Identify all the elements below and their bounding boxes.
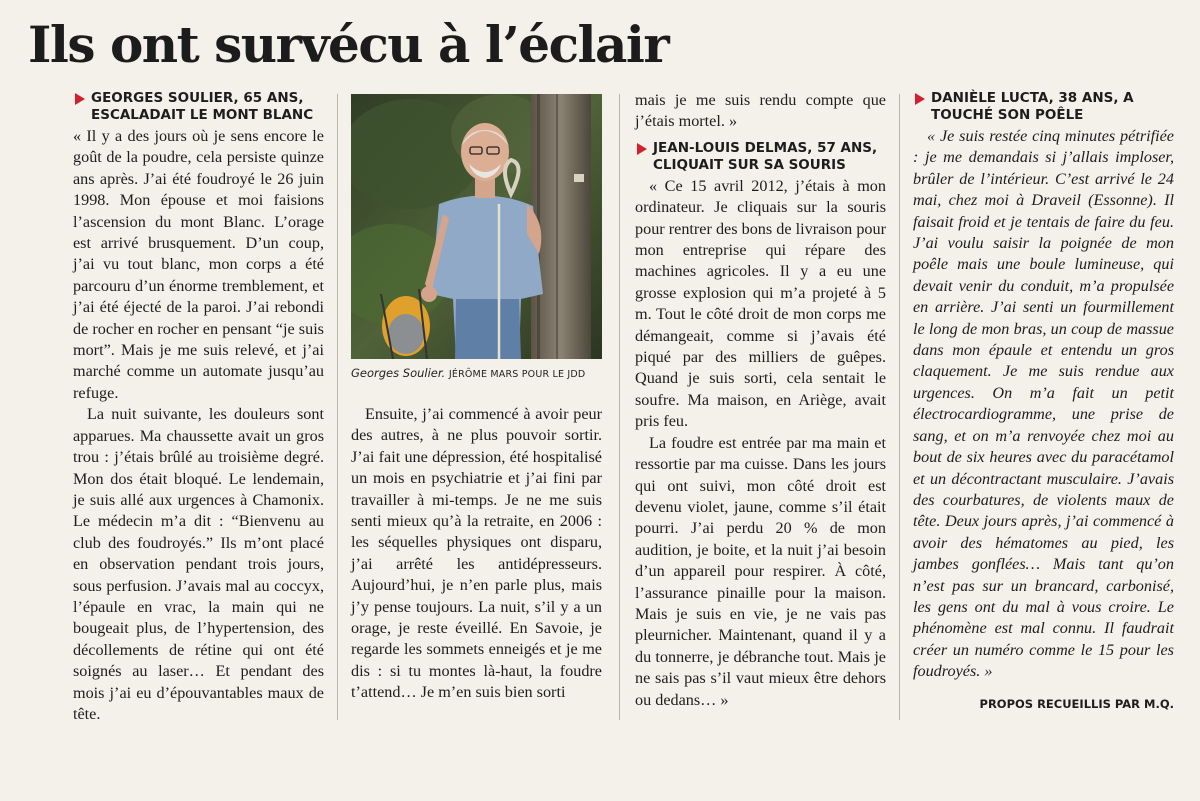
column-jean-louis-delmas — [635, 90, 886, 730]
red-triangle-icon — [915, 93, 925, 105]
column-rule — [337, 94, 338, 720]
paragraph: mais je me suis rendu compte que j’étais mortel. » — [635, 91, 886, 131]
kicker-georges-soulier — [73, 90, 324, 124]
column-rule — [899, 94, 900, 720]
red-triangle-icon — [637, 143, 647, 155]
caption-name: Georges Soulier. — [351, 366, 446, 380]
column-rule — [619, 94, 620, 720]
kicker-text: JEAN-LOUIS DELMAS, 57 ANS, CLIQUAIT SUR SA SOURIS — [653, 139, 878, 173]
column-georges-soulier-continued — [351, 404, 602, 734]
paragraph: La nuit suivante, les douleurs sont apparues. Ma chaussette avait un gros trou : j’étais brûlé au troisième degré. Mon dos était bloqué. Le lendemain, je suis allé aux urgences à Chamonix. Le médecin m’a dit : “Bienvenu au club des foudroyés.” Ils m’ont placé en observation pendant trois jours, sous perfusion. J’avais mal au coccyx, l’épaule en vrac, la main qui ne bougeait plus, de l’hypertension, des décollements de rétine qui ont été soignés au laser… Et pendant des mois j’ai eu d’épouvantables maux de tête. — [73, 405, 324, 723]
kicker-text: GEORGES SOULIER, 65 ANS, ESCALADAIT LE MONT BLANC — [91, 90, 314, 123]
paragraph: Ensuite, j’ai commencé à avoir peur des autres, à ne plus pouvoir sortir. J’ai fait une dépression, été hospitalisé un mois en psychiatrie et j’ai fini par travailler à mi-temps. Je ne me suis senti mieux qu’à la retraite, en 2006 : les séquelles physiques ont disparu, j’ai arrêté les antidépresseurs. Aujourd’hui, je n’en parle plus, mais j’y pense toujours. La nuit, s’il y a un orage, je reste éveillé. En Savoie, je regarde les sommets enneigés et je me dis : si tu montes là-haut, la foudre t’attend… Je m’en suis bien sorti — [351, 405, 602, 702]
paragraph: « Ce 15 avril 2012, j’étais à mon ordinateur. Je cliquais sur la souris pour rentrer des bons de livraison pour mon entreprise qui répare des machines agricoles. Il y a eu une grosse explosion qui m’a projeté à 5 m. Tout le côté droit de mon corps me démangeait, comme si j’avais été piqué par des milliers de guêpes. Quand je suis sorti, cela sentait le soufre. Ma maison, en Ariège, avait pris feu. — [635, 176, 886, 431]
paragraph: « Je suis restée cinq minutes pétrifiée : je me demandais si j’allais imploser, brûler de l’intérieur. C’est arrivé le 24 mai, chez moi à Draveil (Essonne). Il faisait froid et je tentais de faire du feu. J’ai voulu saisir la poignée de mon poêle mais une boule lumineuse, qui devait venir du conduit, m’a propulsée en arrière. J’ai senti un fourmillement le long de mon bras, un coup de massue dans mon épaule et entendu un gros claquement. Je me suis rendue aux urgences. On m’a fait un petit électrocardiogramme, une prise de sang, et on m’a renvoyée chez moi au bout de six heures avec du paracétamol et un décontractant musculaire. J’avais des courbatures, de violents maux de tête. Deux jours après, j’ai commencé à avoir des hématomes au pied, les jambes gonflées… Mais tant qu’on n’est pas sur un brancard, carbonisé, les gens ont du mal à vous croire. Le phénomène est mal connu. Il faudrait créer un numéro comme le 15 pour les foudroyés. » — [913, 127, 1174, 681]
kicker-daniele-lucta — [913, 90, 1174, 124]
photo-georges-soulier — [351, 94, 602, 359]
caption-credit: JÉRÔME MARS POUR LE JDD — [448, 369, 586, 380]
column-georges-soulier — [73, 90, 324, 730]
column-daniele-lucta — [913, 90, 1174, 730]
byline-signature: PROPOS RECUEILLIS PAR M.Q. — [979, 697, 1174, 711]
kicker-text: DANIÈLE LUCTA, 38 ANS, A TOUCHÉ SON POÊLE — [931, 90, 1134, 123]
paragraph: « Il y a des jours où je sens encore le goût de la poudre, cela persiste quinze ans après. J’ai été foudroyé le 26 juin 1998. Mon épouse et moi faisions l’ascension du mont Blanc. L’orage est arrivé brusquement. D’un coup, j’ai vu tout blanc, mon corps a été parcouru d’un énorme tremblement, et j’ai été éjecté de la paroi. J’ai rebondi de rocher en rocher en pensant “je suis mort”. Mais je me suis relevé, et j’ai marché comme un automate jusqu’au refuge. — [73, 127, 324, 402]
photo-caption — [351, 366, 611, 380]
headline: Ils ont survécu à l’éclair — [28, 15, 669, 74]
kicker-jean-louis-delmas — [635, 140, 886, 174]
red-triangle-icon — [75, 93, 85, 105]
paragraph: La foudre est entrée par ma main et ressortie par ma cuisse. Dans les jours qui ont suivi, mon côté droit est devenu violet, jaune, comme s’il était pourri. J’ai perdu 20 % de mon audition, je boite, et la nuit j’ai besoin d’un appareil pour respirer. À côté, l’assurance pinaille pour la maison. Mais je suis en vie, je ne vais pas pleurnicher. Maintenant, quand il y a du tonnerre, je débranche tout. Mais je ne sais pas s’il vaut mieux être dehors ou dedans… » — [635, 433, 886, 709]
